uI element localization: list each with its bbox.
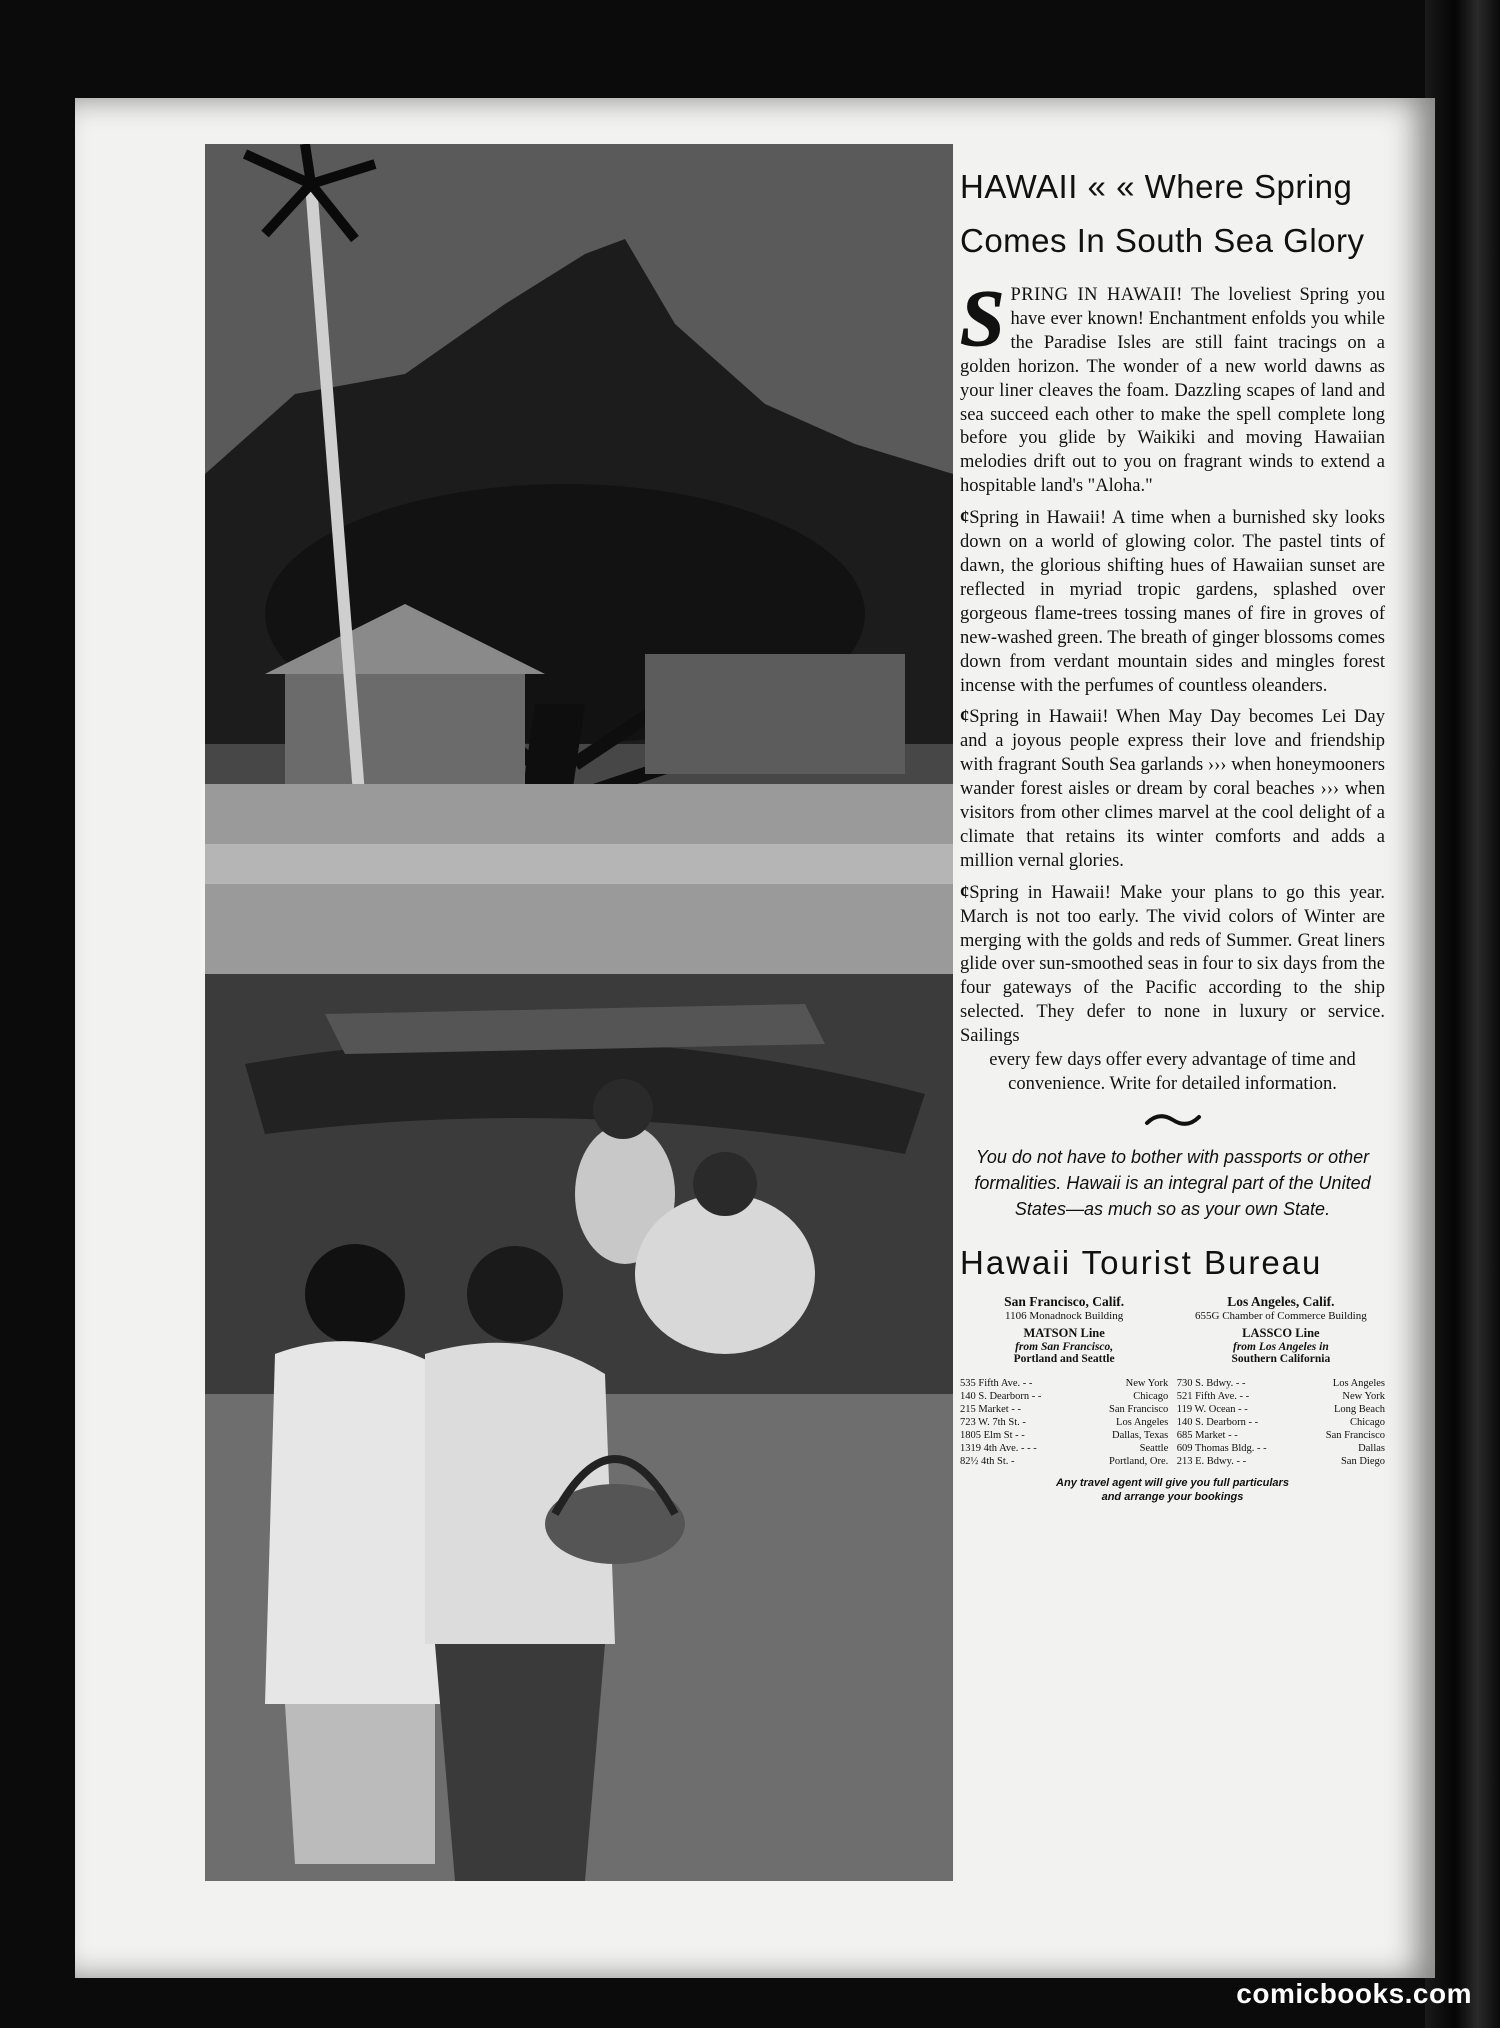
office-city: San Francisco, Calif.: [1004, 1293, 1125, 1309]
shipping-route-2: Southern California: [1231, 1352, 1331, 1365]
list-item: [1177, 1390, 1385, 1403]
branch-city: Chicago: [1350, 1416, 1385, 1428]
illustration-hawaii-scene: [205, 144, 953, 1881]
headline: [960, 160, 1385, 268]
shipping-line: MATSON Line: [1023, 1325, 1105, 1340]
branch-city: New York: [1125, 1377, 1169, 1389]
list-item: [1177, 1416, 1385, 1429]
branch-address: 609 Thomas Bldg. - -: [1176, 1442, 1267, 1454]
branch-address: 1319 4th Ave. - - -: [960, 1442, 1037, 1454]
branch-address: 685 Market - -: [1176, 1429, 1238, 1441]
office-san-francisco: [960, 1294, 1168, 1365]
magazine-page: [75, 98, 1435, 1978]
branch-city: San Francisco: [1325, 1429, 1385, 1441]
headline-line-2: Comes In South Sea Glory: [960, 222, 1365, 259]
branch-city: Long Beach: [1333, 1403, 1385, 1415]
list-item: [960, 1390, 1168, 1403]
list-item: [960, 1455, 1168, 1468]
branch-address: 119 W. Ocean - -: [1176, 1403, 1248, 1415]
shipping-route-2: Portland and Seattle: [1013, 1352, 1115, 1365]
list-item: [1177, 1377, 1385, 1390]
office-address: 1106 Monadnock Building: [1005, 1309, 1124, 1322]
branch-city: New York: [1342, 1390, 1385, 1402]
bureau-name: Hawaii Tourist Bureau: [960, 1243, 1323, 1281]
paragraph-1: [960, 275, 1385, 499]
illustration-art: [205, 144, 953, 1881]
paragraph-3: [960, 706, 1385, 873]
text-column: [960, 160, 1385, 1504]
branch-address: 213 E. Bdwy. - -: [1176, 1455, 1247, 1467]
paragraph-3-text: Spring in Hawaii! When May Day becomes Lei Day and a joyous people express their love and friendship with fragrant South Sea garlands ››› when honeymooners wander forest aisles or dream by coral beaches ››› when visitors from other climes marvel at the cool delight of a climate that retains its winter comforts and adds a million vernal glories.: [960, 707, 1385, 871]
list-item: [960, 1429, 1168, 1442]
list-item: [960, 1416, 1168, 1429]
branch-address: 82½ 4th St. -: [960, 1455, 1015, 1467]
branch-city: Portland, Ore.: [1109, 1455, 1169, 1467]
paragraph-1-lead: PRING IN HAWAII!: [1010, 285, 1183, 305]
branch-city: Dallas: [1358, 1442, 1385, 1454]
branch-list-left: [960, 1377, 1168, 1468]
footnote-line-1: Any travel agent will give you full particulars: [1056, 1476, 1289, 1489]
branch-address: 730 S. Bdwy. - -: [1176, 1377, 1246, 1389]
branch-city: Los Angeles: [1116, 1416, 1169, 1428]
offices: [960, 1294, 1385, 1365]
site-watermark: comicbooks.com: [1236, 1978, 1472, 2009]
paragraph-4-tail: every few days offer every advantage of time and convenience. Write for detailed information.: [989, 1050, 1356, 1094]
paragraph-2: [960, 507, 1385, 698]
shipping-route: from Los Angeles in: [1233, 1340, 1329, 1353]
branch-city: San Diego: [1340, 1455, 1385, 1467]
branch-address: 215 Market - -: [960, 1403, 1021, 1415]
paragraph-4-text: Spring in Hawaii! Make your plans to go this year. March is not too early. The vivid colors of Winter are merging with the golds and reds of Summer. Great liners glide over sun-smoothed seas in four to six days from the four gateways of the Pacific according to the ship selected. They defer to none in luxury or service. Sailings: [960, 882, 1385, 1047]
branch-address: 140 S. Dearborn - -: [1176, 1416, 1259, 1428]
swash-ornament-svg: [1143, 1111, 1203, 1129]
swash-ornament-icon: [960, 1111, 1385, 1134]
office-city: Los Angeles, Calif.: [1227, 1293, 1335, 1309]
office-los-angeles: [1177, 1294, 1385, 1365]
branch-city: Chicago: [1133, 1390, 1169, 1402]
list-item: [960, 1403, 1168, 1416]
branch-city: San Francisco: [1109, 1403, 1169, 1415]
branch-address: 535 Fifth Ave. - -: [960, 1377, 1033, 1389]
branch-address: 1805 Elm St - -: [960, 1429, 1025, 1441]
shipping-line: LASSCO Line: [1242, 1325, 1320, 1340]
passport-disclaimer: You do not have to bother with passports or other formalities. Hawaii is an integral part of the United States—as much so as your own State.: [974, 1146, 1371, 1219]
drop-cap: S: [960, 275, 1005, 363]
branch-city: Dallas, Texas: [1112, 1429, 1169, 1441]
headline-line-1: HAWAII « « Where Spring: [960, 168, 1353, 205]
branch-city: Seattle: [1139, 1442, 1169, 1454]
magazine-spine: [1425, 0, 1500, 2028]
paragraph-1-text: The loveliest Spring you have ever known! Enchantment enfolds you while the Paradise Isles are still faint tracings on a golden horizon. The wonder of a new world dawns as your liner cleaves the foam. Dazzling scapes of land and sea succeed each other to make the spell complete long before you glide by Waikiki and moving Hawaiian melodies drift out to you on fragrant winds to extend a hospitable land's "Aloha.": [960, 285, 1385, 497]
branch-offices: [960, 1377, 1385, 1468]
list-item: [960, 1442, 1168, 1455]
list-item: [1177, 1442, 1385, 1455]
branch-list-right: [1177, 1377, 1385, 1468]
list-item: [960, 1377, 1168, 1390]
shipping-route: from San Francisco,: [1015, 1340, 1114, 1353]
list-item: [1177, 1403, 1385, 1416]
branch-city: Los Angeles: [1332, 1377, 1385, 1389]
pilcrow-icon: ¢: [960, 707, 970, 728]
pilcrow-icon: ¢: [960, 508, 970, 529]
footnote-line-2: and arrange your bookings: [1101, 1490, 1244, 1503]
pilcrow-icon: ¢: [960, 882, 970, 903]
office-address: 655G Chamber of Commerce Building: [1195, 1309, 1367, 1322]
paragraph-4: [960, 882, 1385, 1097]
branch-address: 140 S. Dearborn - -: [960, 1390, 1042, 1402]
list-item: [1177, 1455, 1385, 1468]
travel-agent-footnote: [960, 1476, 1385, 1504]
paragraph-2-text: Spring in Hawaii! A time when a burnished sky looks down on a world of glowing color. The pastel tints of dawn, the glorious shifting hues of Hawaiian sunset are reflected in myriad tropic gardens, splashed over gorgeous flame-trees tossing manes of fire in groves of new-washed green. The breath of ginger blossoms comes down from verdant mountain sides and mingles forest incense with the perfumes of countless oleanders.: [960, 508, 1385, 696]
branch-address: 521 Fifth Ave. - -: [1176, 1390, 1250, 1402]
branch-address: 723 W. 7th St. -: [960, 1416, 1026, 1428]
body-copy: [960, 275, 1385, 1097]
list-item: [1177, 1429, 1385, 1442]
